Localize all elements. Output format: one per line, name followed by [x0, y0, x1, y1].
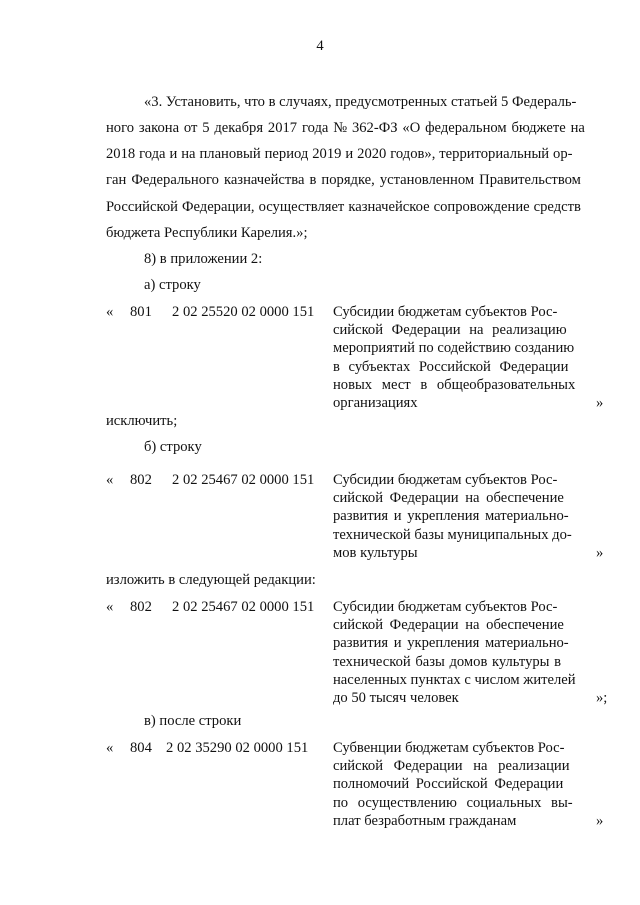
entry-description — [333, 303, 590, 412]
open-quote: « — [106, 472, 114, 488]
entry-code: 802 — [130, 599, 152, 615]
desc-line: по осуществлению социальных вы- — [333, 794, 573, 811]
entry-code: 804 — [130, 740, 152, 756]
open-quote: « — [106, 599, 114, 615]
page-number: 4 — [316, 38, 324, 54]
desc-line: плат безработным гражданам — [333, 812, 517, 829]
open-quote: « — [106, 740, 114, 756]
desc-line: сийской Федерации на реализации — [333, 758, 570, 775]
desc-line: организациях — [333, 395, 418, 412]
desc-line: технической базы муниципальных до- — [333, 526, 572, 543]
desc-line: новых мест в общеобразовательных — [333, 376, 576, 393]
desc-line: развития и укрепления материально- — [333, 508, 569, 525]
item-8-heading: 8) в приложении 2: — [144, 251, 263, 267]
entry-description — [333, 598, 590, 707]
entry-kbk: 2 02 25467 02 0000 151 — [172, 599, 315, 615]
intro-line-2: ного закона от 5 декабря 2017 года № 362-ФЗ «О федеральном бюджете на — [106, 120, 585, 136]
close-quote: »; — [596, 690, 608, 706]
intro-line-4: ган Федерального казначейства в порядке, установленном Правительством — [106, 172, 581, 188]
entry-description — [333, 471, 590, 562]
item-a-heading: а) строку — [144, 277, 201, 293]
intro-line-3: 2018 года и на плановый период 2019 и 2020 годов», территориальный ор- — [106, 146, 573, 162]
entry-kbk: 2 02 35290 02 0000 151 — [166, 740, 309, 756]
item-c-heading: в) после строки — [144, 713, 242, 729]
desc-line: технической базы домов культуры в — [333, 653, 562, 670]
intro-line-6: бюджета Республики Карелия.»; — [106, 225, 308, 241]
entry-code: 801 — [130, 304, 152, 320]
action-exclude: исключить; — [106, 413, 178, 429]
close-quote: » — [596, 395, 604, 411]
desc-line: населенных пунктах с числом жителей — [333, 671, 576, 688]
desc-line: сийской Федерации на реализацию — [333, 322, 567, 339]
desc-line: мов культуры — [333, 544, 418, 561]
desc-line: в субъектах Российской Федерации — [333, 358, 569, 375]
desc-line: мероприятий по содействию созданию — [333, 340, 575, 357]
item-b-heading: б) строку — [144, 439, 202, 455]
desc-line: Субсидии бюджетам субъектов Рос- — [333, 599, 558, 615]
desc-line: сийской Федерации на обеспечение — [333, 617, 564, 634]
desc-line: Субсидии бюджетам субъектов Рос- — [333, 472, 558, 488]
desc-line: до 50 тысяч человек — [333, 690, 459, 707]
entry-kbk: 2 02 25520 02 0000 151 — [172, 304, 315, 320]
entry-code: 802 — [130, 472, 152, 488]
open-quote: « — [106, 304, 114, 320]
desc-line: сийской Федерации на обеспечение — [333, 490, 564, 507]
desc-line: Субвенции бюджетам субъектов Рос- — [333, 740, 565, 756]
entry-kbk: 2 02 25467 02 0000 151 — [172, 472, 315, 488]
close-quote: » — [596, 545, 604, 561]
entry-description — [333, 739, 590, 830]
intro-line-1: «3. Установить, что в случаях, предусмотренных статьей 5 Федераль- — [144, 94, 577, 110]
desc-line: Субсидии бюджетам субъектов Рос- — [333, 304, 558, 320]
close-quote: » — [596, 813, 604, 829]
desc-line: полномочий Российской Федерации — [333, 776, 564, 793]
desc-line: развития и укрепления материально- — [333, 635, 569, 652]
action-restate: изложить в следующей редакции: — [106, 572, 316, 588]
intro-line-5: Российской Федерации, осуществляет казначейское сопровождение средств — [106, 199, 581, 215]
